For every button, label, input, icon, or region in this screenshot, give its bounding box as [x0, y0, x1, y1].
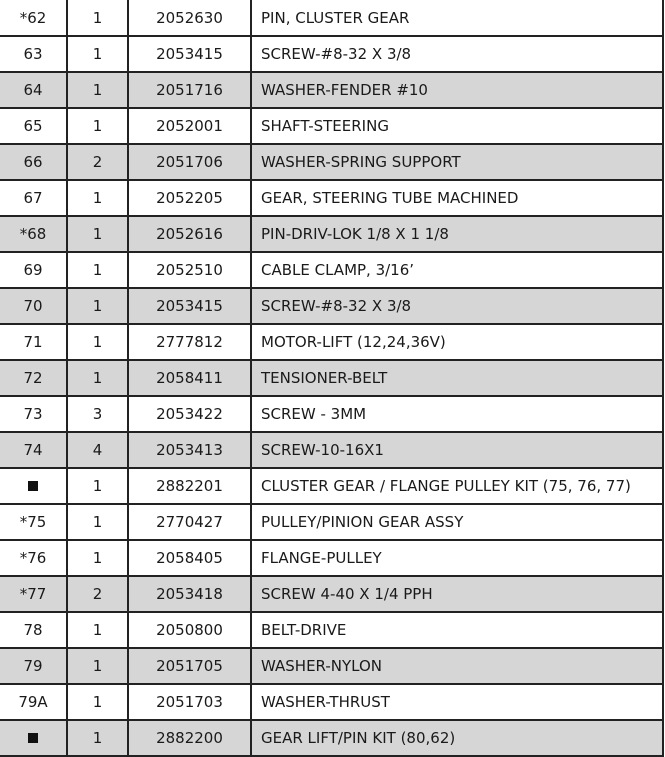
- ref-number-cell: 73: [0, 396, 67, 432]
- table-row: [0, 540, 663, 576]
- table-row: [0, 288, 663, 324]
- description-cell: TENSIONER-BELT: [251, 360, 663, 396]
- description-cell: SCREW-#8-32 X 3/8: [251, 36, 663, 72]
- part-number-cell: 2058411: [128, 360, 251, 396]
- ref-number-cell: 70: [0, 288, 67, 324]
- part-number-cell: 2052630: [128, 0, 251, 36]
- description-cell: WASHER-THRUST: [251, 684, 663, 720]
- ref-number-cell: *75: [0, 504, 67, 540]
- quantity-cell: 1: [67, 684, 128, 720]
- part-number-cell: 2777812: [128, 324, 251, 360]
- quantity-cell: 1: [67, 216, 128, 252]
- ref-number-cell: 72: [0, 360, 67, 396]
- quantity-cell: 1: [67, 720, 128, 756]
- part-number-cell: 2051716: [128, 72, 251, 108]
- ref-number-cell: 63: [0, 36, 67, 72]
- ref-number-cell: *62: [0, 0, 67, 36]
- ref-number-cell: *76: [0, 540, 67, 576]
- ref-number-cell: [0, 468, 67, 504]
- table-row: [0, 504, 663, 540]
- description-cell: WASHER-SPRING SUPPORT: [251, 144, 663, 180]
- table-row: [0, 468, 663, 504]
- table-row: [0, 180, 663, 216]
- description-cell: PIN-DRIV-LOK 1/8 X 1 1/8: [251, 216, 663, 252]
- table-row: [0, 684, 663, 720]
- table-row: [0, 396, 663, 432]
- quantity-cell: 1: [67, 540, 128, 576]
- table-row: [0, 324, 663, 360]
- ref-number-cell: 64: [0, 72, 67, 108]
- table-row: [0, 432, 663, 468]
- table-row: [0, 720, 663, 756]
- quantity-cell: 1: [67, 468, 128, 504]
- table-row: [0, 36, 663, 72]
- part-number-cell: 2051706: [128, 144, 251, 180]
- table-row: [0, 252, 663, 288]
- ref-number-cell: 71: [0, 324, 67, 360]
- table-row: [0, 648, 663, 684]
- ref-number-cell: *68: [0, 216, 67, 252]
- ref-number-cell: 67: [0, 180, 67, 216]
- quantity-cell: 1: [67, 108, 128, 144]
- table-row: [0, 0, 663, 36]
- part-number-cell: 2053422: [128, 396, 251, 432]
- description-cell: PULLEY/PINION GEAR ASSY: [251, 504, 663, 540]
- description-cell: WASHER-FENDER #10: [251, 72, 663, 108]
- black-square-icon: [28, 733, 38, 743]
- table-row: [0, 144, 663, 180]
- description-cell: SCREW 4-40 X 1/4 PPH: [251, 576, 663, 612]
- quantity-cell: 1: [67, 36, 128, 72]
- part-number-cell: 2882201: [128, 468, 251, 504]
- description-cell: FLANGE-PULLEY: [251, 540, 663, 576]
- quantity-cell: 1: [67, 324, 128, 360]
- ref-number-cell: 78: [0, 612, 67, 648]
- ref-number-cell: 79: [0, 648, 67, 684]
- part-number-cell: 2052510: [128, 252, 251, 288]
- quantity-cell: 1: [67, 72, 128, 108]
- part-number-cell: 2058405: [128, 540, 251, 576]
- part-number-cell: 2052001: [128, 108, 251, 144]
- description-cell: SCREW - 3MM: [251, 396, 663, 432]
- quantity-cell: 1: [67, 288, 128, 324]
- quantity-cell: 2: [67, 576, 128, 612]
- table-row: [0, 216, 663, 252]
- ref-number-cell: 69: [0, 252, 67, 288]
- quantity-cell: 4: [67, 432, 128, 468]
- part-number-cell: 2770427: [128, 504, 251, 540]
- ref-number-cell: *77: [0, 576, 67, 612]
- part-number-cell: 2051703: [128, 684, 251, 720]
- description-cell: BELT-DRIVE: [251, 612, 663, 648]
- ref-number-cell: 66: [0, 144, 67, 180]
- description-cell: SCREW-10-16X1: [251, 432, 663, 468]
- table-row: [0, 612, 663, 648]
- part-number-cell: 2052616: [128, 216, 251, 252]
- part-number-cell: 2053418: [128, 576, 251, 612]
- description-cell: SHAFT-STEERING: [251, 108, 663, 144]
- description-cell: GEAR, STEERING TUBE MACHINED: [251, 180, 663, 216]
- part-number-cell: 2882200: [128, 720, 251, 756]
- quantity-cell: 1: [67, 0, 128, 36]
- description-cell: MOTOR-LIFT (12,24,36V): [251, 324, 663, 360]
- quantity-cell: 1: [67, 360, 128, 396]
- description-cell: CABLE CLAMP, 3/16’: [251, 252, 663, 288]
- part-number-cell: 2052205: [128, 180, 251, 216]
- ref-number-cell: [0, 720, 67, 756]
- description-cell: CLUSTER GEAR / FLANGE PULLEY KIT (75, 76, 77): [251, 468, 663, 504]
- table-row: [0, 360, 663, 396]
- black-square-icon: [28, 481, 38, 491]
- ref-number-cell: 65: [0, 108, 67, 144]
- quantity-cell: 1: [67, 180, 128, 216]
- quantity-cell: 1: [67, 612, 128, 648]
- table-row: [0, 72, 663, 108]
- description-cell: SCREW-#8-32 X 3/8: [251, 288, 663, 324]
- part-number-cell: 2050800: [128, 612, 251, 648]
- quantity-cell: 1: [67, 504, 128, 540]
- quantity-cell: 2: [67, 144, 128, 180]
- description-cell: GEAR LIFT/PIN KIT (80,62): [251, 720, 663, 756]
- ref-number-cell: 79A: [0, 684, 67, 720]
- quantity-cell: 3: [67, 396, 128, 432]
- part-number-cell: 2053415: [128, 36, 251, 72]
- quantity-cell: 1: [67, 648, 128, 684]
- part-number-cell: 2053413: [128, 432, 251, 468]
- table-row: [0, 108, 663, 144]
- description-cell: PIN, CLUSTER GEAR: [251, 0, 663, 36]
- quantity-cell: 1: [67, 252, 128, 288]
- ref-number-cell: 74: [0, 432, 67, 468]
- table-row: [0, 576, 663, 612]
- description-cell: WASHER-NYLON: [251, 648, 663, 684]
- part-number-cell: 2051705: [128, 648, 251, 684]
- part-number-cell: 2053415: [128, 288, 251, 324]
